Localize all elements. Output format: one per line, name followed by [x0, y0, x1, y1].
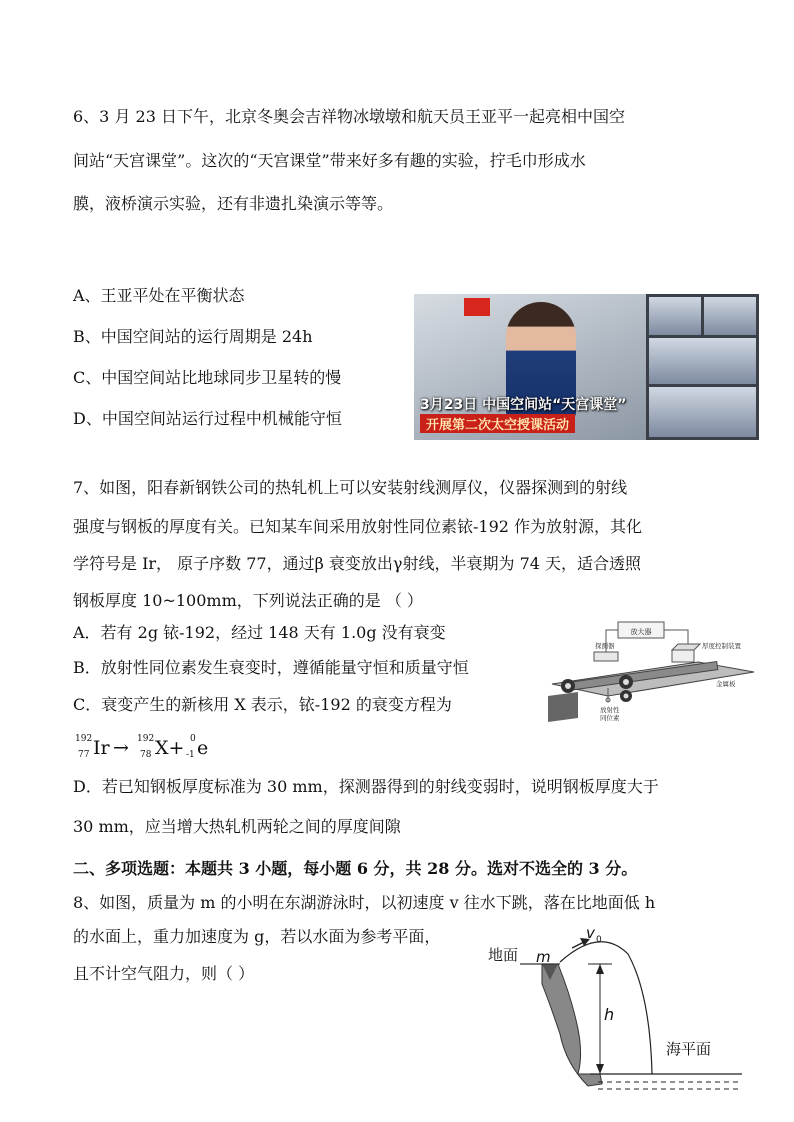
- q6-line-1: 6、3 月 23 日下午，北京冬奥会吉祥物冰墩墩和航天员王亚平一起亮相中国空: [73, 107, 625, 126]
- detector-label: 探测器: [595, 642, 615, 650]
- photo-caption-subtitle: 开展第二次太空授课活动: [420, 414, 575, 433]
- photo-cell: [649, 338, 756, 384]
- q7-option-d-line-2: 30 mm，应当增大热轧机两轮之间的厚度间隙: [73, 817, 401, 836]
- control-device-box: [672, 650, 694, 662]
- q7-option-b: B．放射性同位素发生衰变时，遵循能量守恒和质量守恒: [73, 658, 469, 677]
- q8-line-3: 且不计空气阻力，则（ ）: [73, 964, 255, 983]
- height-arrow-top: [596, 964, 604, 974]
- q7-option-d-line-1: D．若已知钢板厚度标准为 30 mm，探测器得到的射线变弱时，说明钢板厚度大于: [73, 777, 659, 796]
- tiangong-classroom-photo: [414, 294, 759, 440]
- cliff-shape: [542, 964, 602, 1086]
- x-atomic-number: 78: [140, 750, 152, 760]
- x-symbol: X+: [155, 737, 185, 759]
- height-arrow-bottom: [596, 1064, 604, 1074]
- section2-heading: 二、多项选题：本题共 3 小题，每小题 6 分，共 28 分。选对不选全的 3 分。: [73, 859, 638, 878]
- roller-middle-hub: [623, 679, 629, 685]
- photo-cell: [649, 297, 701, 335]
- q7-line-4: 钢板厚度 10~100mm，下列说法正确的是 （ ）: [73, 591, 423, 610]
- e-charge-number: -1: [186, 750, 195, 760]
- q7-option-c: C．衰变产生的新核用 X 表示，铱-192 的衰变方程为: [73, 695, 452, 714]
- q6-option-a: A、王亚平处在平衡状态: [73, 286, 245, 305]
- q6-option-c: C、中国空间站比地球同步卫星转的慢: [73, 368, 342, 387]
- ir-atomic-number: 77: [78, 750, 90, 760]
- q6-line-3: 膜，液桥演示实验，还有非遗扎染演示等等。: [73, 194, 394, 213]
- q7-line-3: 学符号是 Ir， 原子序数 77，通过β 衰变放出γ射线，半衰期为 74 天，适合透照: [73, 554, 642, 573]
- q6-option-b: B、中国空间站的运行周期是 24h: [73, 327, 313, 346]
- mass-label: m: [536, 948, 551, 966]
- q7-line-2: 强度与钢板的厚度有关。已知某车间采用放射性同位素铱-192 作为放射源，其化: [73, 517, 643, 536]
- ground-label: 地面: [488, 946, 519, 964]
- photo-flag: [464, 298, 490, 316]
- base-left: [548, 692, 578, 722]
- sea-level-label: 海平面: [666, 1040, 712, 1058]
- e-symbol: e: [197, 737, 209, 759]
- q7-line-1: 7、如图，阳春新钢铁公司的热轧机上可以安装射线测厚仪，仪器探测到的射线: [73, 478, 628, 497]
- height-label: h: [604, 1005, 615, 1024]
- thickness-control-label: 厚度控制装置: [702, 642, 741, 650]
- source-label: 放射性同位素: [600, 706, 620, 722]
- thickness-gauge-figure: [548, 614, 764, 726]
- velocity-label: v: [586, 924, 595, 942]
- roller-bottom-hub: [624, 694, 629, 699]
- cliff-dive-figure: [480, 924, 750, 1094]
- amplifier-label: 放大器: [630, 628, 652, 636]
- q6-option-d: D、中国空间站运行过程中机械能守恒: [73, 409, 342, 428]
- decay-equation: [73, 733, 253, 765]
- detector-box: [594, 652, 618, 661]
- photo-caption: [414, 394, 759, 434]
- q8-line-2: 的水面上，重力加速度为 g，若以水面为参考平面，: [73, 927, 441, 946]
- x-mass-number: 192: [137, 734, 155, 744]
- arrow-symbol: →: [113, 737, 129, 759]
- q6-line-2: 间站“天宫课堂”。这次的“天宫课堂”带来好多有趣的实验，拧毛巾形成水: [73, 151, 586, 170]
- q8-line-1: 8、如图，质量为 m 的小明在东湖游泳时，以初速度 v 往水下跳，落在比地面低 h: [73, 893, 656, 912]
- velocity-subscript: 0: [596, 935, 602, 945]
- e-mass-number: 0: [190, 734, 196, 744]
- photo-caption-title: 3月23日 中国空间站“天宫课堂”: [420, 397, 627, 413]
- control-device-top: [672, 644, 700, 650]
- ir-symbol: Ir: [93, 737, 110, 759]
- q7-option-a: A．若有 2g 铱-192，经过 148 天有 1.0g 没有衰变: [73, 623, 446, 642]
- roller-left-hub: [565, 683, 571, 689]
- ir-mass-number: 192: [75, 734, 93, 744]
- metal-plate-label: 金属板: [716, 680, 736, 688]
- photo-cell: [704, 297, 756, 335]
